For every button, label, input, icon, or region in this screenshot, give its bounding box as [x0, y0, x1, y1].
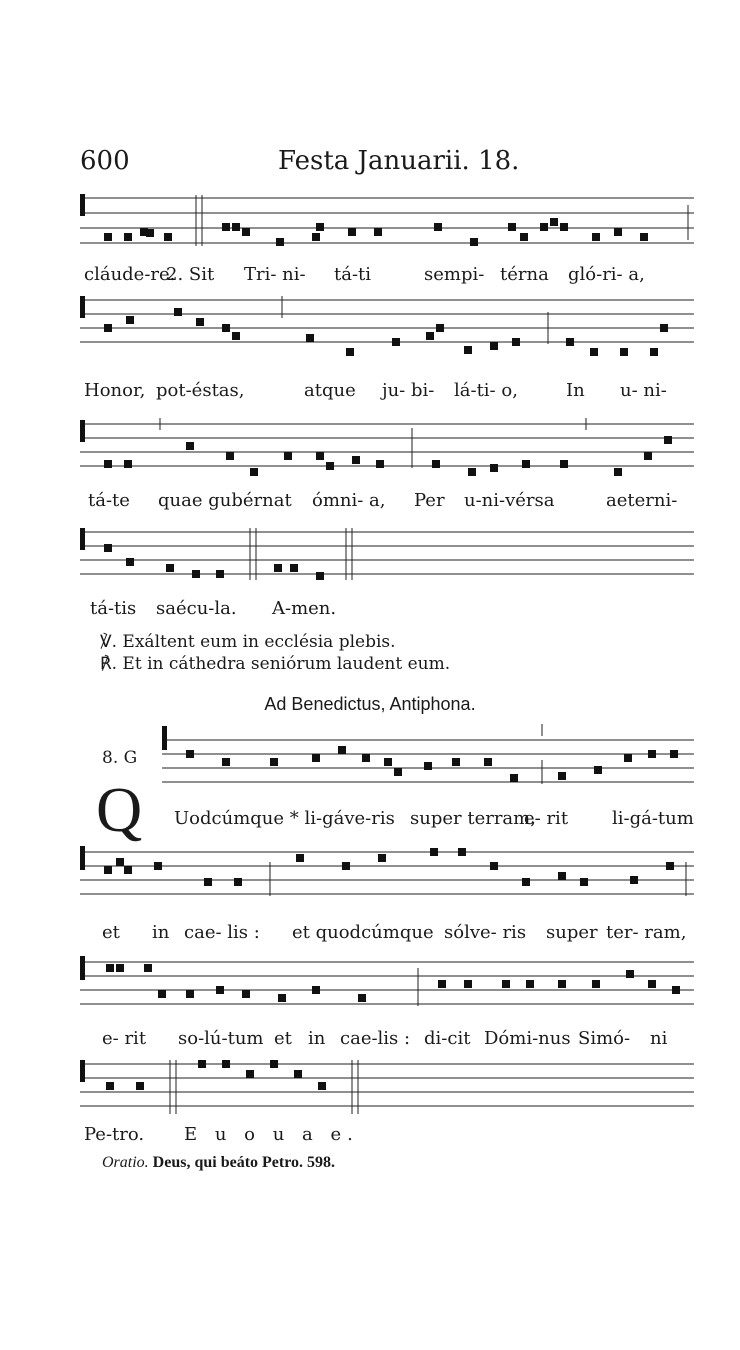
lyric: Honor,: [84, 380, 146, 401]
lyric: u-ni-vérsa: [464, 490, 555, 511]
lyric: Dómi-nus: [484, 1028, 571, 1049]
oratio-text: Deus, qui beáto Petro. 598.: [152, 1154, 336, 1171]
lyric: quae gubérnat: [158, 490, 292, 511]
lyric: A-men.: [272, 598, 337, 619]
lyric: térna: [500, 264, 549, 285]
lyric: atque: [304, 380, 356, 401]
lyric: Per: [414, 490, 445, 511]
lyric: aeterni-: [606, 490, 678, 511]
lyric: u- ni-: [620, 380, 667, 401]
lyric: tá-te: [88, 490, 130, 511]
lyric: li-gá-tum: [612, 808, 694, 829]
lyric: di-cit: [424, 1028, 471, 1049]
staff-3: [0, 416, 740, 496]
lyric: Simó-: [578, 1028, 631, 1049]
antiphon-title: Ad Benedictus, Antiphona.: [264, 694, 476, 714]
response: ℟. Et in cáthedra seniórum laudent eum.: [100, 654, 451, 674]
lyric: Uodcúmque * li-gáve-ris: [174, 808, 395, 829]
lyric: cláude-re.: [84, 264, 176, 285]
lyric: super terram,: [410, 808, 536, 829]
oratio-label: Oratio.: [102, 1154, 149, 1171]
initial-letter: Q: [96, 774, 143, 845]
lyric: 2. Sit: [166, 264, 215, 285]
lyric: cae-lis :: [340, 1028, 411, 1049]
lyric: ter- ram,: [606, 922, 687, 943]
lyric: tá-ti: [334, 264, 372, 285]
lyric: Pe-tro.: [84, 1124, 145, 1145]
lyric: e- rit: [524, 808, 569, 829]
staff-7: [0, 950, 740, 1030]
lyric: in: [308, 1028, 326, 1049]
lyric: tá-tis: [90, 598, 137, 619]
lyric: ni: [650, 1028, 668, 1049]
oratio-line: [102, 1154, 335, 1172]
lyric: Tri- ni-: [244, 264, 306, 285]
lyric: cae- lis :: [184, 922, 260, 943]
lyric: et: [102, 922, 120, 943]
lyric: super: [546, 922, 598, 943]
lyric: sempi-: [424, 264, 485, 285]
staff-6: [0, 840, 740, 920]
page-number: 600: [80, 146, 130, 176]
staff-4: [0, 524, 740, 594]
staff-1: [0, 190, 740, 270]
lyric: saécu-la.: [156, 598, 237, 619]
mode-label: 8. G: [102, 748, 138, 768]
running-title: Festa Januarii. 18.: [278, 146, 520, 176]
staff-2: [0, 292, 740, 362]
staff-5: [0, 722, 740, 802]
lyric: et: [274, 1028, 292, 1049]
staff-8: [0, 1056, 740, 1126]
lyric: sólve- ris: [444, 922, 527, 943]
lyric: et quodcúmque: [292, 922, 434, 943]
lyric: so-lú-tum: [178, 1028, 264, 1049]
lyric: e- rit: [102, 1028, 147, 1049]
lyric: In: [566, 380, 585, 401]
lyric: ju- bi-: [382, 380, 435, 401]
lyric: ómni- a,: [312, 490, 386, 511]
lyric: lá-ti- o,: [454, 380, 518, 401]
lyric: gló-ri- a,: [568, 264, 645, 285]
versicle: ℣. Exáltent eum in ecclésia plebis.: [100, 632, 396, 652]
lyric: in: [152, 922, 170, 943]
lyric: pot-éstas,: [156, 380, 245, 401]
lyric: E u o u a e.: [184, 1124, 359, 1145]
